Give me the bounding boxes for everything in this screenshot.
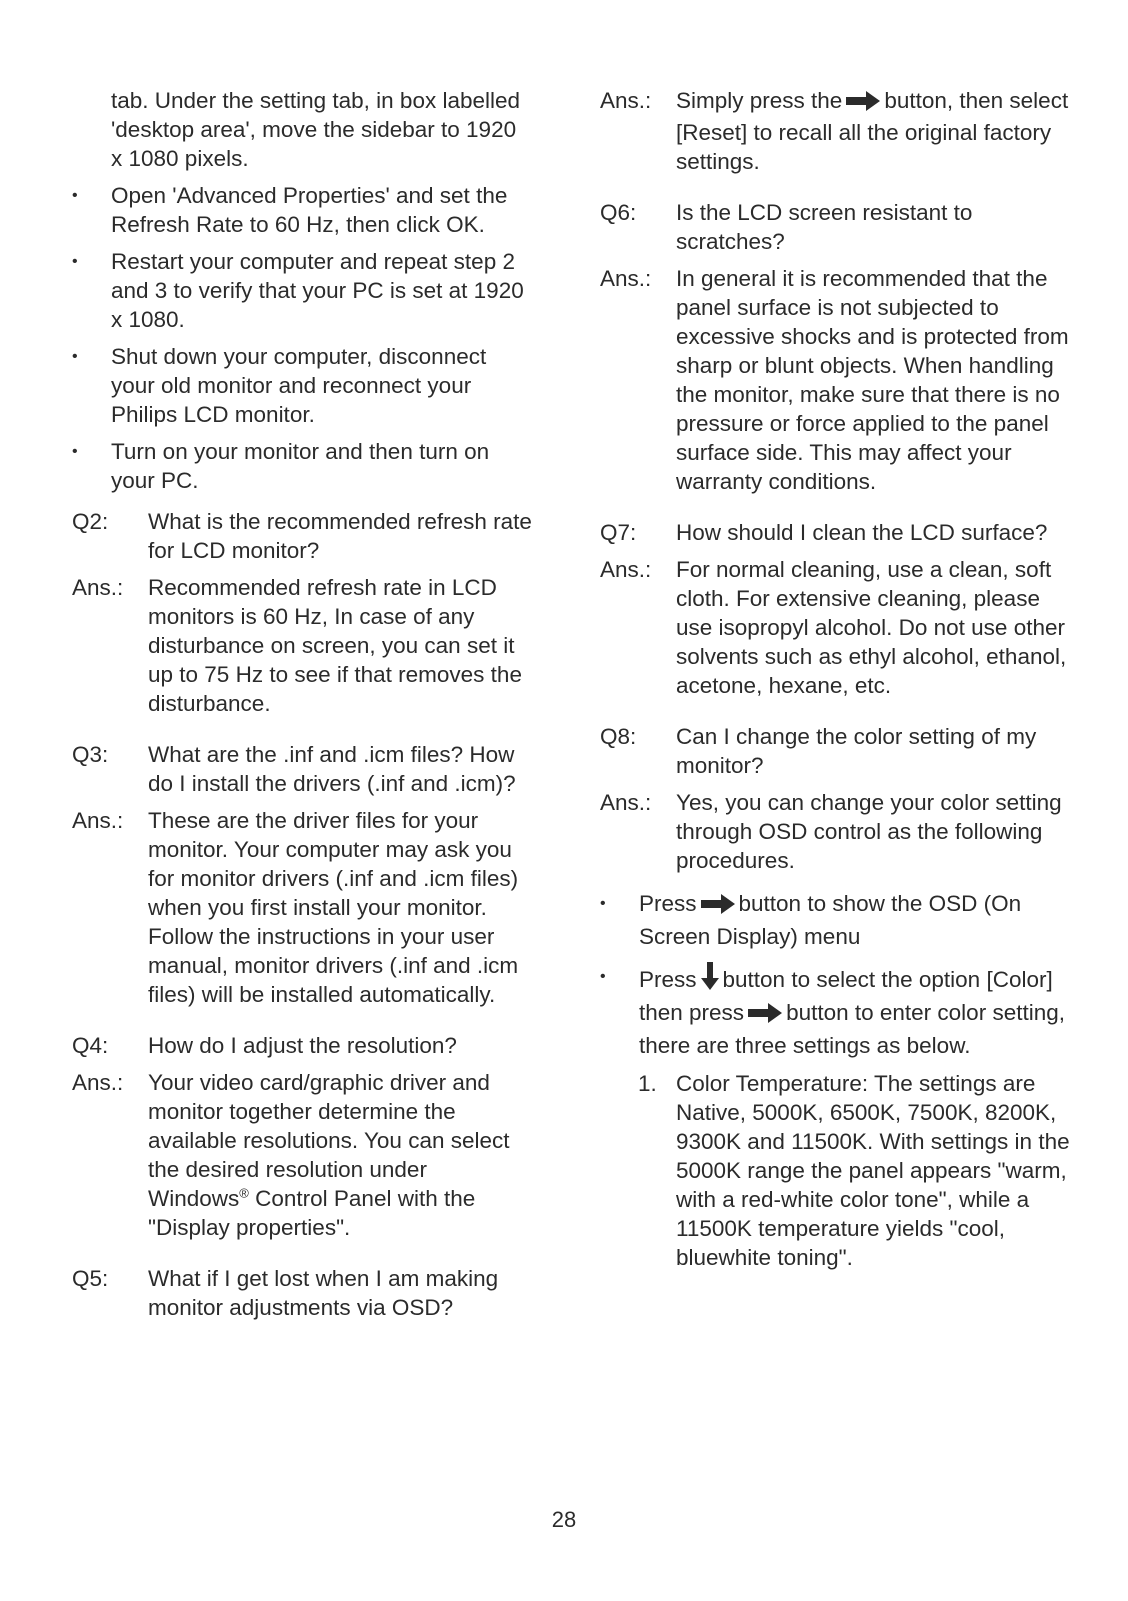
answer-label: Ans.: [72, 1070, 124, 1095]
bullet-text: Restart your computer and repeat step 2 and 3 to verify that your PC is set at 1920 x 1080. [111, 249, 524, 332]
bullet-item [600, 962, 1070, 1061]
registered-mark: ® [239, 1185, 249, 1201]
answer-text: In general it is recommended that the panel surface is not subjected to excessive shocks and is protected from sharp or blunt objects. When handling the monitor, make sure that there is no pressure or force applied to the panel surface side. This may affect your warranty conditions. [676, 266, 1069, 494]
question-q5 [72, 1264, 532, 1322]
answer-label: Ans.: [600, 88, 652, 113]
answer-q8 [600, 788, 1070, 875]
question-label: Q4: [72, 1033, 109, 1058]
right-arrow-icon [748, 1001, 782, 1031]
bullet-item [72, 181, 532, 239]
answer-q2 [72, 573, 532, 718]
bullet-marker: • [72, 187, 78, 204]
bullet-marker: • [72, 348, 78, 365]
item-text: Color Temperature: The settings are Native, 5000K, 6500K, 7500K, 8200K, 9300K and 11500K. With settings in the 5000K range the panel appears "warm, with a red-white color tone", while a 11500K temperature yields "cool, bluewhite toning". [676, 1071, 1070, 1270]
bullet-text-part: Press [639, 967, 697, 992]
answer-text-part: button, then select [Reset] to recall all the original factory settings. [676, 88, 1069, 174]
answer-q7 [600, 555, 1070, 700]
question-text: Is the LCD screen resistant to scratches? [676, 200, 973, 254]
question-q8 [600, 722, 1070, 780]
question-q6 [600, 198, 1070, 256]
bullet-marker: • [600, 895, 606, 912]
bullet-text-part: button to show the OSD (On Screen Display) menu [639, 891, 1022, 949]
bullet-text: Turn on your monitor and then turn on your PC. [111, 439, 490, 493]
answer-text [148, 1068, 532, 1242]
bullet-text [639, 889, 1070, 952]
bullet-text: Shut down your computer, disconnect your old monitor and reconnect your Philips LCD monitor. [111, 344, 487, 427]
answer-text: For normal cleaning, use a clean, soft cloth. For extensive cleaning, please use isopropyl alcohol. Do not use other solvents such as ethyl alcohol, ethanol, acetone, hexane, etc. [676, 557, 1067, 698]
question-label: Q7: [600, 520, 637, 545]
bullet-item [72, 342, 532, 429]
bullet-item [72, 247, 532, 334]
question-text: What is the recommended refresh rate for LCD monitor? [148, 509, 532, 563]
answer-q3 [72, 806, 532, 1009]
page-number: 28 [551, 1507, 577, 1532]
question-label: Q6: [600, 200, 637, 225]
right-column [600, 86, 1070, 1272]
answer-text: Recommended refresh rate in LCD monitors is 60 Hz, In case of any disturbance on screen, you can set it up to 75 Hz to see if that removes the disturbance. [148, 575, 522, 716]
answer-label: Ans.: [600, 790, 652, 815]
answer-q6 [600, 264, 1070, 496]
answer-text-part: Your video card/graphic driver and monitor together determine the available resolutions. You can select the desired resolution under Windows [148, 1070, 510, 1211]
answer-text: These are the driver files for your monitor. Your computer may ask you for monitor drivers (.inf and .icm files) when you first install your monitor. Follow the instructions in your user manual, monitor drivers (.inf and .icm files) will be installed automatically. [148, 808, 519, 1007]
bullet-marker: • [72, 253, 78, 270]
bullet-text-part: button to enter color setting, there are three settings as below. [639, 1000, 1065, 1058]
question-label: Q8: [600, 724, 637, 749]
bullet-item [600, 889, 1070, 952]
question-text: How should I clean the LCD surface? [676, 520, 1048, 545]
question-q4 [72, 1031, 532, 1060]
question-label: Q5: [72, 1266, 109, 1291]
answer-label: Ans.: [600, 266, 652, 291]
answer-q5 [600, 86, 1070, 176]
bullet-marker: • [72, 443, 78, 460]
answer-label: Ans.: [72, 575, 124, 600]
bullet-text-part: button to select the option [Color] then press [639, 967, 1053, 1025]
right-arrow-icon [701, 892, 735, 922]
question-text: How do I adjust the resolution? [148, 1033, 457, 1058]
bullet-text-part: Press [639, 891, 697, 916]
answer-text [676, 86, 1070, 176]
down-arrow-icon [701, 962, 719, 998]
bullet-text [639, 962, 1070, 1061]
question-label: Q3: [72, 742, 109, 767]
question-q2 [72, 507, 532, 565]
numbered-item [638, 1069, 1070, 1272]
left-column [72, 86, 532, 1330]
question-text: What if I get lost when I am making monitor adjustments via OSD? [148, 1266, 499, 1320]
question-q7 [600, 518, 1070, 547]
answer-text-part: Simply press the [676, 88, 843, 113]
item-number: 1. [638, 1071, 657, 1096]
question-text: What are the .inf and .icm files? How do I install the drivers (.inf and .icm)? [148, 742, 516, 796]
bullet-text: Open 'Advanced Properties' and set the Refresh Rate to 60 Hz, then click OK. [111, 183, 508, 237]
answer-text-part: Control Panel with the "Display properties". [148, 1186, 476, 1240]
bullet-item [72, 437, 532, 495]
answer-label: Ans.: [600, 557, 652, 582]
bullet-marker: • [600, 968, 606, 985]
question-q3 [72, 740, 532, 798]
continued-paragraph: tab. Under the setting tab, in box labelled 'desktop area', move the sidebar to 1920 x 1080 pixels. [111, 88, 521, 171]
answer-label: Ans.: [72, 808, 124, 833]
answer-text: Yes, you can change your color setting through OSD control as the following procedures. [676, 790, 1062, 873]
right-arrow-icon [846, 89, 880, 118]
answer-q4 [72, 1068, 532, 1242]
question-text: Can I change the color setting of my monitor? [676, 724, 1037, 778]
question-label: Q2: [72, 509, 109, 534]
